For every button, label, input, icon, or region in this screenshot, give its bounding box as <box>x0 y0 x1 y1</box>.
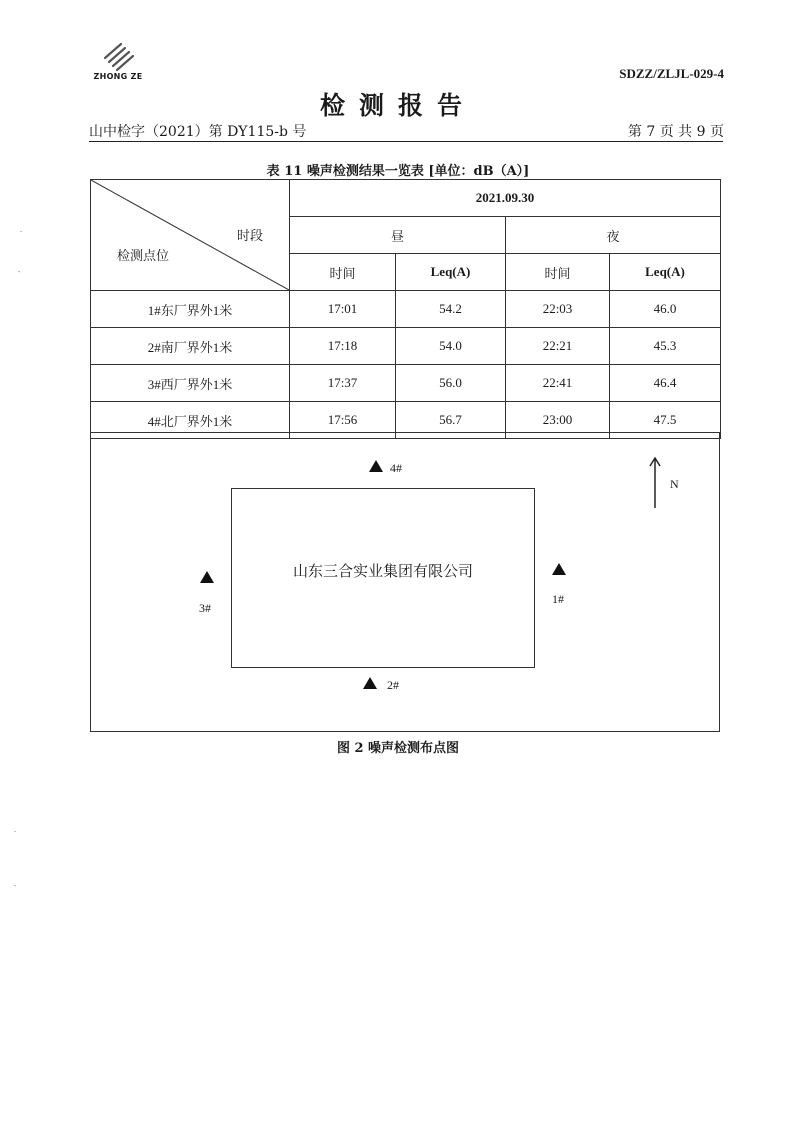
night-leq-cell: 45.3 <box>610 328 721 365</box>
figure-caption: 图 2 噪声检测布点图 <box>336 741 460 756</box>
day-header: 昼 <box>290 217 506 254</box>
header-period-label: 时段 <box>236 228 263 243</box>
day-leq-cell: 54.2 <box>396 291 506 328</box>
night-time-cell: 22:21 <box>506 328 610 365</box>
day-leq-cell: 56.7 <box>396 402 506 439</box>
point-cell: 3#西厂界外1米 <box>91 365 290 402</box>
night-header: 夜 <box>506 217 721 254</box>
night-leq-cell: 46.4 <box>610 365 721 402</box>
day-leq-cell: 56.0 <box>396 365 506 402</box>
point-3-label: 3# <box>199 601 211 615</box>
point-4-marker-icon <box>369 460 383 472</box>
point-cell: 4#北厂界外1米 <box>91 402 290 439</box>
point-1-label: 1# <box>552 592 564 606</box>
night-time-cell: 23:00 <box>506 402 610 439</box>
table-row <box>91 291 721 328</box>
day-time-cell: 17:56 <box>290 402 396 439</box>
point-cell: 2#南厂界外1米 <box>91 328 290 365</box>
night-time-header: 时间 <box>506 254 610 291</box>
day-leq-cell: 54.0 <box>396 328 506 365</box>
header-divider <box>89 141 723 142</box>
day-time-header: 时间 <box>290 254 396 291</box>
table-header-corner <box>91 180 290 291</box>
scan-mark: - <box>14 882 17 890</box>
north-arrow-icon <box>648 456 662 510</box>
table-row <box>91 328 721 365</box>
header-point-label: 检测点位 <box>117 248 170 263</box>
document-code: SDZZ/ZLJL-029-4 <box>619 66 724 81</box>
noise-results-table <box>90 179 721 439</box>
day-time-cell: 17:01 <box>290 291 396 328</box>
point-2-marker-icon <box>363 677 377 689</box>
logo-text: ZHONG ZE <box>93 72 143 81</box>
night-leq-cell: 47.5 <box>610 402 721 439</box>
scan-mark: · <box>14 828 17 836</box>
night-time-cell: 22:03 <box>506 291 610 328</box>
day-leq-header: Leq(A) <box>396 254 506 291</box>
page-title: 检测报告 <box>319 91 476 120</box>
night-leq-cell: 46.0 <box>610 291 721 328</box>
scan-mark: - <box>18 268 21 276</box>
scan-mark: · <box>20 228 23 236</box>
day-time-cell: 17:18 <box>290 328 396 365</box>
table-caption: 表 11 噪声检测结果一览表 [单位：dB（A）] <box>266 164 530 179</box>
point-1-marker-icon <box>552 563 566 575</box>
point-3-marker-icon <box>200 571 214 583</box>
page-number: 第 7 页 共 9 页 <box>627 124 724 140</box>
night-leq-header: Leq(A) <box>610 254 721 291</box>
night-time-cell: 22:41 <box>506 365 610 402</box>
point-cell: 1#东厂界外1米 <box>91 291 290 328</box>
north-label: N <box>670 477 679 491</box>
point-4-label: 4# <box>390 461 402 475</box>
point-2-label: 2# <box>387 678 399 692</box>
report-reference: 山中检字（2021）第 DY115-b 号 <box>89 124 307 140</box>
table-row <box>91 365 721 402</box>
day-time-cell: 17:37 <box>290 365 396 402</box>
date-header: 2021.09.30 <box>290 180 721 217</box>
factory-name: 山东三合实业集团有限公司 <box>292 562 473 580</box>
